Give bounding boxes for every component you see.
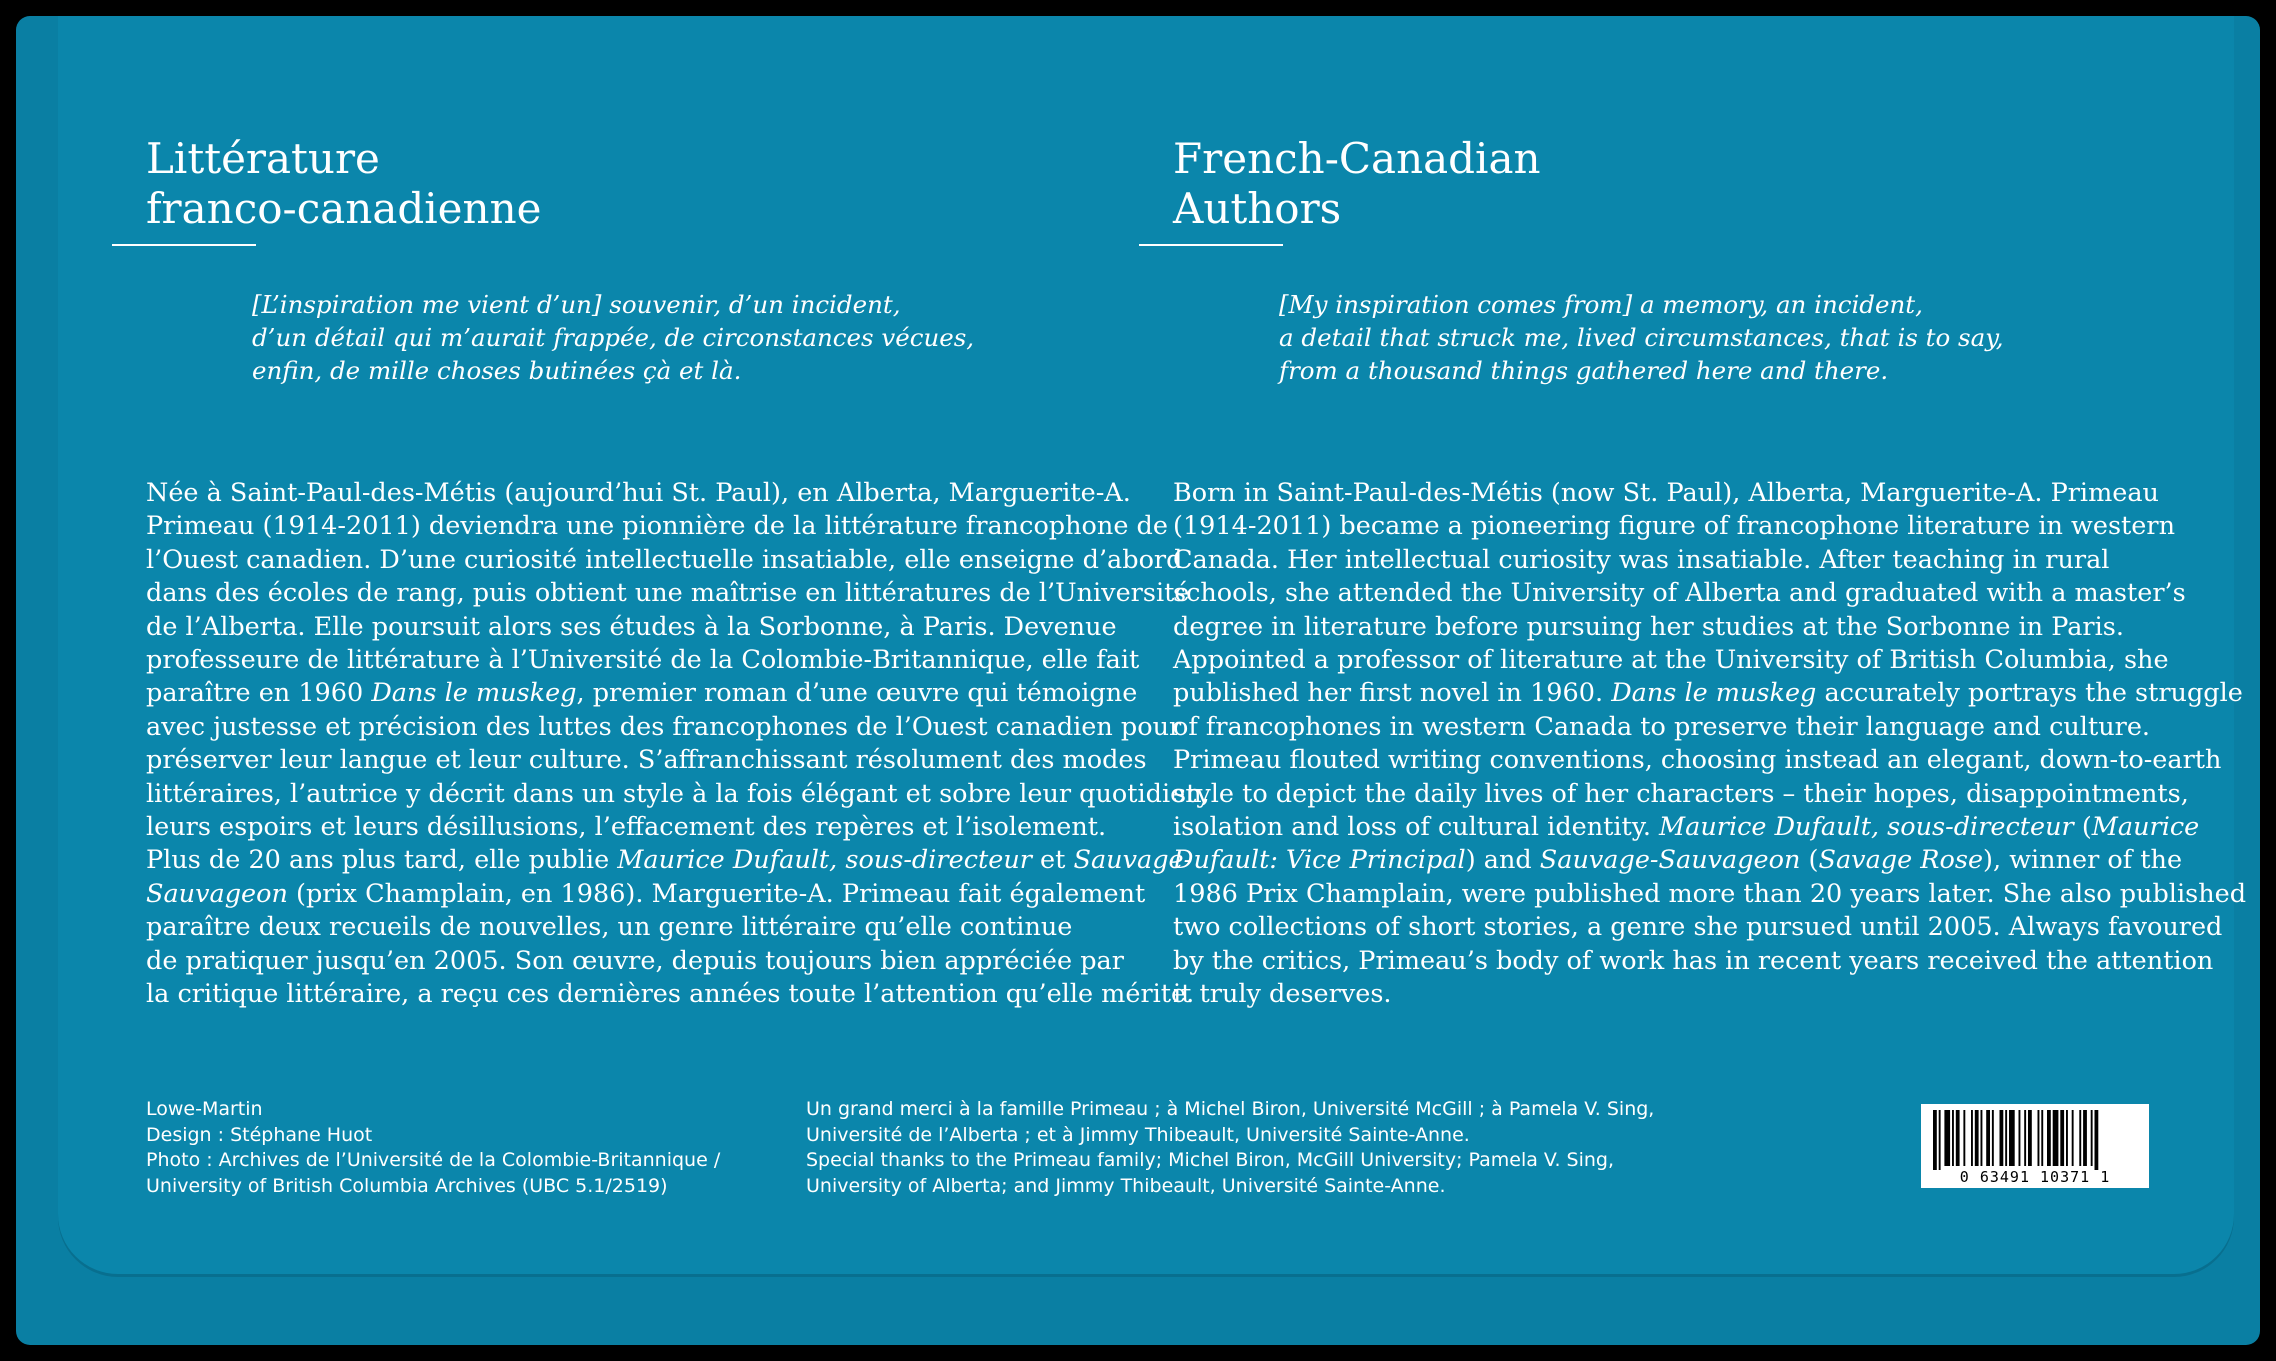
text-run: isolation and loss of cultural identity.	[1173, 812, 1660, 843]
credit-line: Design : Stéphane Huot	[146, 1123, 373, 1146]
french-body-line: dans des écoles de rang, puis obtient une maîtrise en littératures de l’Université	[146, 578, 1190, 609]
book-title: Sauvage-Sauvageon	[1539, 845, 1801, 876]
french-body-line: Primeau (1914-2011) deviendra une pionnière de la littérature francophone de	[146, 511, 1168, 542]
english-body-line: Canada. Her intellectual curiosity was insatiable. After teaching in rural	[1173, 544, 2110, 575]
text-run: , premier roman d’une œuvre qui témoigne	[576, 678, 1138, 709]
english-title	[1173, 134, 1541, 234]
french-title-line-1: Littérature	[146, 134, 380, 183]
french-quote	[252, 288, 1052, 387]
envelope	[16, 16, 2260, 1345]
english-body-line: schools, she attended the University of Alberta and graduated with a master’s	[1173, 578, 2186, 609]
barcode-bar	[2024, 1110, 2026, 1166]
book-title: Maurice Dufault, sous-directeur	[617, 845, 1032, 876]
barcode-bar	[1956, 1110, 1960, 1166]
barcode-bar	[1992, 1110, 1994, 1166]
barcode-bar	[2091, 1110, 2093, 1166]
english-body-line: by the critics, Primeau’s body of work has in recent years received the attention	[1173, 945, 2214, 976]
english-body-line: Born in Saint-Paul-des-Métis (now St. Paul), Alberta, Marguerite-A. Primeau	[1173, 478, 2159, 508]
barcode-bar	[1971, 1110, 1973, 1166]
english-body-line	[1173, 677, 2246, 710]
text-run: et	[1031, 845, 1074, 876]
barcode-bar	[1963, 1110, 1965, 1166]
french-body-line: avec justesse et précision des luttes des francophones de l’Ouest canadien pour	[146, 711, 1182, 742]
english-title-line-1: French-Canadian	[1173, 134, 1541, 183]
credit-line: Photo : Archives de l’Université de la Colombie-Britannique /	[146, 1149, 721, 1171]
english-body-line: style to depict the daily lives of her characters – their hopes, disappointments,	[1173, 778, 2189, 809]
barcode-bar	[1939, 1110, 1941, 1170]
english-quote-line-2: a detail that struck me, lived circumstances, that is to say,	[1279, 323, 2004, 352]
text-run: published her first novel in 1960.	[1173, 678, 1612, 709]
barcode-bar	[1981, 1110, 1983, 1166]
book-title: Dans le muskeg	[371, 678, 577, 709]
english-body-line: (1914-2011) became a pioneering figure of francophone literature in western	[1173, 511, 2176, 542]
text-run: (	[2073, 812, 2092, 843]
book-title: Maurice	[2091, 812, 2200, 843]
barcode-bar	[2009, 1110, 2015, 1166]
french-body-line: littéraires, l’autrice y décrit dans un style à la fois élégant et sobre leur quotidien,	[146, 778, 1210, 809]
text-run: paraître en 1960	[146, 678, 372, 709]
french-title	[146, 134, 542, 234]
barcode-bar	[2028, 1110, 2032, 1166]
text-run: Plus de 20 ans plus tard, elle publie	[146, 845, 618, 876]
barcode	[1921, 1104, 2149, 1188]
thanks-line: University of Alberta; and Jimmy Thibeault, Université Sainte-Anne.	[806, 1174, 1446, 1197]
french-body-line: paraître deux recueils de nouvelles, un genre littéraire qu’elle continue	[146, 912, 1073, 943]
barcode-bar	[1975, 1110, 1979, 1166]
text-run: (	[1800, 845, 1819, 876]
french-quote-line-2: d’un détail qui m’aurait frappée, de circonstances vécues,	[252, 323, 975, 352]
credit-line: Lowe-Martin	[146, 1098, 263, 1120]
barcode-bar	[2079, 1110, 2081, 1166]
english-body-line: Primeau flouted writing conventions, choosing instead an elegant, down-to-earth	[1173, 745, 2222, 776]
english-body-line: 1986 Prix Champlain, were published more than 20 years later. She also published	[1173, 878, 2247, 909]
barcode-bar	[1986, 1110, 1990, 1166]
french-body-line: professeure de littérature à l’Université de la Colombie-Britannique, elle fait	[146, 645, 1140, 676]
barcode-bars	[1921, 1104, 2149, 1170]
book-title: Sauvageon	[146, 878, 288, 909]
barcode-bar	[2066, 1110, 2068, 1166]
credits-production	[146, 1097, 720, 1199]
english-title-rule	[1139, 244, 1283, 246]
book-title: Dans le muskeg	[1611, 678, 1817, 709]
french-title-rule	[112, 244, 256, 246]
english-quote	[1279, 288, 2079, 387]
english-body-line	[1173, 844, 2246, 877]
barcode-bar	[1952, 1110, 1954, 1166]
english-body-line: two collections of short stories, a genre she pursued until 2005. Always favoured	[1173, 912, 2223, 943]
english-quote-line-3: from a thousand things gathered here and there.	[1279, 356, 1889, 385]
english-body-line: degree in literature before pursuing her studies at the Sorbonne in Paris.	[1173, 611, 2124, 642]
french-quote-line-1: [L’inspiration me vient d’un] souvenir, d’un incident,	[252, 290, 901, 319]
book-title: Savage Rose	[1818, 845, 1984, 876]
english-body-line	[1173, 811, 2246, 844]
credit-line: University of British Columbia Archives (UBC 5.1/2519)	[146, 1174, 668, 1197]
text-run: (prix Champlain, en 1986). Marguerite-A. Primeau fait également	[287, 878, 1146, 909]
barcode-bar	[2053, 1110, 2059, 1166]
french-body-line	[146, 878, 1210, 911]
book-title: Sauvage-	[1073, 845, 1193, 876]
barcode-bar	[2038, 1110, 2040, 1166]
french-body-line: de l’Alberta. Elle poursuit alors ses études à la Sorbonne, à Paris. Devenue	[146, 611, 1117, 642]
barcode-bar	[1933, 1110, 1937, 1170]
french-body-line: l’Ouest canadien. D’une curiosité intellectuelle insatiable, elle enseigne d’abord	[146, 544, 1183, 575]
english-body-line: Appointed a professor of literature at the University of British Columbia, she	[1173, 645, 2169, 676]
thanks-line: Université de l’Alberta ; et à Jimmy Thibeault, Université Sainte-Anne.	[806, 1123, 1470, 1146]
barcode-bar	[2000, 1110, 2004, 1166]
french-title-line-2: franco-canadienne	[146, 184, 542, 233]
barcode-bar	[2095, 1110, 2099, 1170]
french-body-text	[146, 477, 1210, 1012]
barcode-bar	[2019, 1110, 2021, 1166]
thanks-line: Special thanks to the Primeau family; Michel Biron, McGill University; Pamela V. Sing,	[806, 1149, 1615, 1171]
french-body-line: de pratiquer jusqu’en 2005. Son œuvre, depuis toujours bien appréciée par	[146, 945, 1124, 976]
barcode-bar	[2060, 1110, 2064, 1166]
thanks-line: Un grand merci à la famille Primeau ; à Michel Biron, Université McGill ; à Pamela V. Sing,	[806, 1098, 1655, 1120]
book-title: Dufault: Vice Principal	[1173, 845, 1466, 876]
barcode-bar	[2072, 1110, 2074, 1166]
french-body-line	[146, 677, 1210, 710]
text-run: ) and	[1465, 845, 1540, 876]
english-title-line-2: Authors	[1173, 184, 1342, 233]
barcode-bar	[2083, 1110, 2087, 1166]
credits-thanks	[806, 1097, 1654, 1199]
barcode-number: 0 63491 10371 1	[1959, 1168, 2111, 1186]
french-body-line: Née à Saint-Paul-des-Métis (aujourd’hui St. Paul), en Alberta, Marguerite-A.	[146, 478, 1131, 508]
barcode-bar	[1944, 1110, 1950, 1166]
book-title: Maurice Dufault, sous-directeur	[1659, 812, 2074, 843]
barcode-bar	[2005, 1110, 2007, 1166]
english-body-line: it truly deserves.	[1173, 979, 1392, 1010]
french-body-line: leurs espoirs et leurs désillusions, l’effacement des repères et l’isolement.	[146, 812, 1107, 843]
barcode-bar	[2047, 1110, 2051, 1166]
french-body-line	[146, 844, 1210, 877]
french-body-line: la critique littéraire, a reçu ces dernières années toute l’attention qu’elle mérite.	[146, 979, 1195, 1010]
french-quote-line-3: enfin, de mille choses butinées çà et là.	[252, 356, 742, 385]
english-body-line: of francophones in western Canada to preserve their language and culture.	[1173, 711, 2151, 742]
text-run: ), winner of the	[1983, 845, 2183, 876]
english-body-text	[1173, 477, 2246, 1012]
french-body-line: préserver leur langue et leur culture. S’affranchissant résolument des modes	[146, 745, 1147, 776]
text-run: accurately portrays the struggle	[1816, 678, 2243, 709]
english-quote-line-1: [My inspiration comes from] a memory, an incident,	[1279, 290, 1923, 319]
barcode-bar	[2041, 1110, 2043, 1166]
